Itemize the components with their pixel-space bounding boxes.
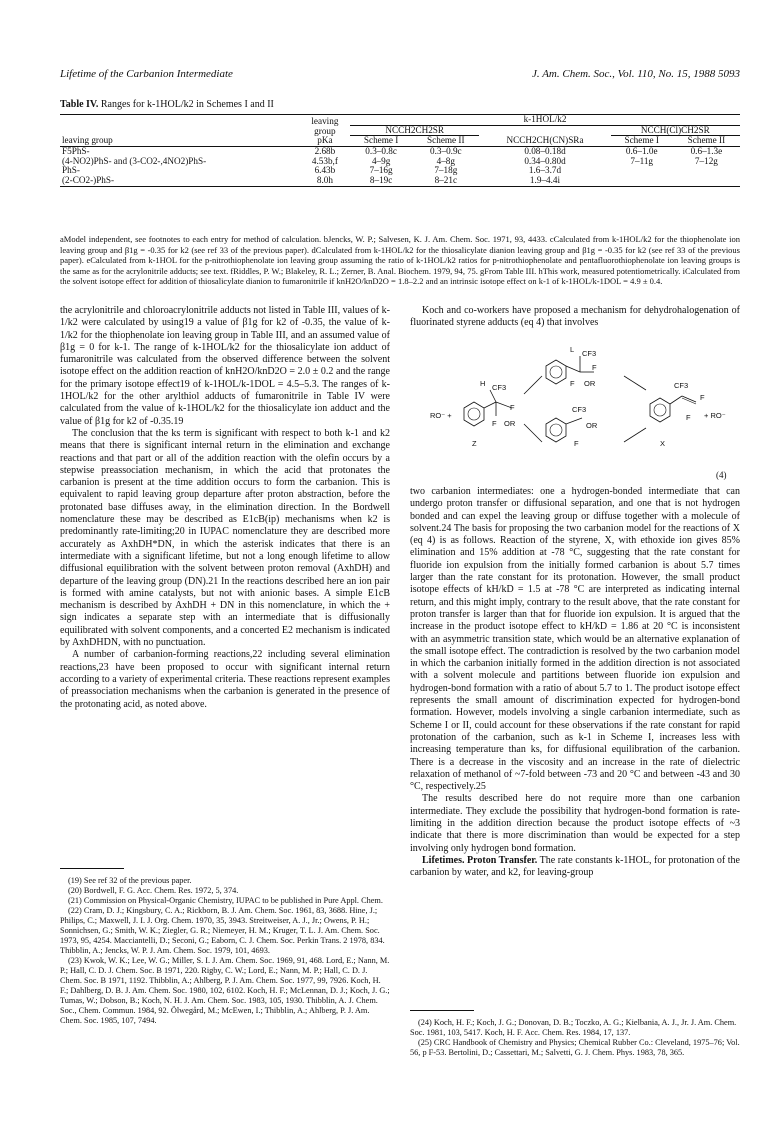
cell-value: 8–21c [434, 174, 458, 185]
journal-citation: J. Am. Chem. Soc., Vol. 110, No. 15, 1988 5093 [532, 68, 740, 80]
right-column-main [410, 486, 740, 880]
table-row [60, 166, 740, 176]
footnote-rule [60, 868, 124, 869]
arrow-right-top [624, 376, 646, 390]
cell-value: 1.6–3.7d [528, 165, 562, 176]
reference: (21) Commission on Physical-Organic Chemistry, IUPAC to be published in Pure Appl. Chem. [68, 896, 383, 905]
paragraph: the acrylonitrile and chloroacrylonitrile adducts not listed in Table III, values of k-1/k2 were calculated by using19 a value of β1g for k2 of -0.35, the value of k-1/k2 for the thiophenolate ion leaving group in Table III, and an assumed value of β1g = 0 for k-1. The range of k-1HOL/k2 for the thiosalicylate ion adduct of fumaronitrile was calculated from the observed difference between the solvent isotope effect on the addition reaction of knH2O/knD2O = 2.0 ± 0.2 and the range for the primary isotope effect19 of k-1HOL/k-1DOL = 4.5–5.3. The ranges of k-1HOL/k2 for the other arylthiol adducts of fumaronitrile in Table IV were calculated from the value of k-1HOL/k2 for the thiosalicylate ion adduct and the value of β1g for k2 of -0.35.19 [60, 305, 390, 427]
header-scheme-1b: Scheme I [624, 135, 659, 146]
table-row [60, 176, 740, 186]
label-f-x: F [700, 393, 705, 402]
header-group-2: NCCH(Cl)CH2SR [611, 125, 740, 136]
header-fumaronitrile: NCCH2CH(CN)SRa [506, 135, 584, 146]
cell-value: 8–19c [369, 174, 393, 185]
ranges-table [60, 114, 740, 187]
benzene-ring-x [650, 398, 670, 422]
cell-leaving-group: F5PhS- [62, 145, 90, 156]
benzene-ring-bottom [546, 418, 566, 442]
arrow-up [524, 376, 542, 394]
label-cf3-x: CF3 [674, 381, 689, 390]
table-caption [60, 99, 274, 110]
paragraph: Koch and co-workers have proposed a mechanism for dehydrohalogenation of fluorinated styrene adducts (eq 4) that involves [410, 305, 740, 329]
reference: (25) CRC Handbook of Chemistry and Physics; Chemical Rubber Co.: Cleveland, 1975–76; Vol. 56, p F-53. Bertolini, D.; Cassettari, M.; Salvetti, G. J. Chem. Phys. 1983, 78, 365. [410, 1038, 740, 1057]
benzene-ring-top [546, 360, 566, 384]
header-leaving-group: leaving group [62, 135, 113, 146]
label-cf3-top: CF3 [582, 349, 597, 358]
reference: (24) Koch, H. F.; Koch, J. G.; Donovan, D. B.; Toczko, A. G.; Kielbania, A. J., Jr. J. Am. Chem. Soc. 1981, 103, 5417. Koch, H. F. Acc. Chem. Res. 1984, 17, 137. [410, 1018, 737, 1037]
arrow-down [524, 424, 542, 442]
label-f-x-2: F [686, 413, 691, 422]
label-f: F [492, 419, 497, 428]
cell-value: 0.34–0.80d [524, 155, 566, 166]
cell-value: 0.6–1.0e [625, 145, 658, 156]
cell-value [611, 176, 673, 186]
section-heading-lifetimes: Lifetimes. Proton Transfer. [422, 854, 538, 866]
cell-pka: 4.53b,f [311, 155, 338, 166]
cell-value: 1.9–4.4i [529, 174, 561, 185]
header-group-1: NCCH2CH2SR [350, 125, 479, 136]
label-l: L [570, 346, 575, 354]
header-pka-line3: pKa [317, 135, 333, 146]
equation-number: (4) [716, 470, 727, 480]
header-scheme-1a: Scheme I [363, 135, 399, 146]
label-or: OR [504, 419, 516, 428]
label-h: H [480, 379, 486, 388]
cell-value: 0.08–0.18d [524, 145, 566, 156]
arrow-right-bottom [624, 428, 646, 442]
cell-value: 7–16g [369, 165, 393, 176]
benzene-ring-z [464, 402, 484, 426]
cell-value: 0.6–1.3e [690, 145, 723, 156]
footnote-rule-right [410, 1010, 474, 1011]
table-title: Ranges for k-1HOL/k2 in Schemes I and II [100, 99, 274, 110]
header-pka-line1: leaving [311, 116, 339, 126]
label-f-2: F [510, 403, 515, 412]
cell-value [673, 166, 740, 176]
cell-leaving-group: (2-CO2-)PhS- [62, 174, 115, 185]
table-row [60, 157, 740, 167]
references-left [60, 876, 390, 1026]
label-cf3-bottom: CF3 [572, 405, 587, 414]
cell-value [673, 176, 740, 186]
cell-pka: 2.68b [314, 145, 336, 156]
left-column [60, 305, 390, 711]
paragraph-lifetimes: The rate constants k-1HOL, for protonation of the carbanion by water, and k2, for leaving-group [410, 854, 740, 879]
reference: (23) Kwok, W. K.; Lee, W. G.; Miller, S. I. J. Am. Chem. Soc. 1969, 91, 468. Lord, E.; Nann, M. P.; Hall, C. D. J. Chem. Soc. B 1971, 220. Rigby, C. W.; Lord, E.; Nann, M. P.; Hall, C. D. J. Chem. Soc. B 1971, 1192. Thibblin, A.; Ahlberg, P. J. Am. Chem. Soc. 1977, 99, 7926. Koch, H. F.; Dahlberg, D. B. J. Am. Chem. Soc. 1980, 102, 6102. Koch, H. F.; McLennan, D. J.; Koch, J. G.; Tumas, W.; Dobson, B.; Koch, N. H. J. Am. Chem. Soc. 1983, 105, 1930. Thibblin, A. J. Chem. Soc., Chem. Commun. 1984, 92. Ölwegård, M.; McEwen, I.; Thibblin, A.; Ahlberg, P. J. Am. Chem. Soc. 1985, 107, 7494. [60, 956, 390, 1025]
right-column-top [410, 305, 740, 330]
references-right [410, 1018, 740, 1058]
equation-4-scheme [424, 346, 740, 454]
running-head [60, 68, 740, 80]
label-f-top: F [592, 363, 597, 372]
paragraph: The conclusion that the ks term is significant with respect to both k-1 and k2 means that there is significant internal return in the elimination and exchange reactions and that part or all of the addition reaction with the olefin occurs by a stepwise preassociation mechanism, in which the acid that protonates the carbanion is present at the time addition occurs to form the carbanion. This is equivalent to rapid leaving group departure after proton abstraction, before the protonated base diffuses away, in the elimination direction. In the Bordwell nomenclature these may be described as E1cB(ip) mechanisms when k2 is predominantly rate-limiting;20 in IUPAC nomenclature they are described more accurately as AxhDH*DN, in which the asterisk indicates that there is an intermediate with a significant lifetime, but not a long enough lifetime to allow diffusional equilibration with the solvent between proton removal (AxhDH) and departure of the leaving group (DN).21 In the reactions described here an ion pair is formed with amine catalysts, but not with anionic bases. A simple E1cB mechanism is described by AxhDH + DN in this nomenclature, in which the + sign indicates a separate step with an intermediate that is diffusionally equilibrated with solvent components, and a concerted E2 mechanism is indicated by AxhDHDN, with no punctuation. [60, 427, 390, 649]
label-cf3: CF3 [492, 383, 507, 392]
cell-pka: 6.43b [314, 165, 336, 176]
running-title: Lifetime of the Carbanion Intermediate [60, 68, 233, 80]
label-z: Z [472, 439, 477, 448]
table-label: Table IV. [60, 99, 99, 110]
cell-value: 0.3–0.8c [365, 145, 397, 156]
label-or-bottom: OR [586, 421, 598, 430]
paragraph: two carbanion intermediates: one a hydrogen-bonded intermediate that can undergo proton transfer or diffusional separation, and one that is not hydrogen bonded and can expel the leaving group or diffuse together with a molecule of solvent.24 The basis for proposing the two carbanion model for the reactions of X (eq 4) is as follows. Reaction of the styrene, X, with ethoxide ion gives 85% elimination and 15% addition at -78 °C, suggesting that the rate constant for fluoride ion expulsion from the initially formed carbanion is about 5.7 times larger than the rate constant for its protonation. However, the small product isotope effects of kH/kD = 1.5 at -78 °C are interpreted as indicating internal return, and this might imply, contrary to the result above, that the rate constant for proton transfer is larger than that for fluoride ion expulsion. It is argued that the increase in the product isotope effect to kH/kD = 1.86 at 20 °C is inconsistent with an asymmetric transition state, which would be an alternative explanation of the small isotope effect. The contradiction is resolved by the two carbanion model in which the carbanion initially formed in the addition direction is not associated with a solvent molecule and partitions between fluoride ion expulsion and hydrogen-bond formation with a ratio of about 5.7 to 1. The product isotope effect represents the small amount of discrimination expected for hydrogen-bond formation. However, models involving a single carbanion intermediate, such as Scheme I or II, could account for these observations if the rate constant for rapid protonation of the carbanion, such as k-1 in Scheme I, increases less with increasing temperature than ks, for diffusional equilibration of the carbanion. There is a decrease in the viscosity and an increase in the rate of dielectric relaxation of methanol of ~7-fold between -73 and 20 °C and between -43 and 30 °C, respectively.25 [410, 486, 740, 793]
header-scheme-2a: Scheme II [427, 135, 465, 146]
cell-pka: 8.0h [316, 174, 333, 185]
cell-value [611, 166, 673, 176]
label-or-top: OR [584, 379, 596, 388]
cell-value: 7–12g [694, 155, 718, 166]
cell-value: 7–11g [630, 155, 654, 166]
cell-value: 4–9g [371, 155, 391, 166]
cell-leaving-group: (4-NO2)PhS- and (3-CO2-,4NO2)PhS- [62, 155, 207, 166]
paragraph: A number of carbanion-forming reactions,22 including several elimination reactions,23 have been proposed to occur with significant internal return according to a variety of experimental criteria. These reactions represent examples of preassociation mechanisms when the carbanion is generated in the presence of the protonating acid, as noted above. [60, 649, 390, 710]
product-ro-label: + RO⁻ [704, 411, 726, 420]
table-footnotes: aModel independent, see footnotes to each entry for method of calculation. bJencks, W. P.; Salvesen, K. J. Am. Chem. Soc. 1971, 93, 4433. cCalculated from k-1HOL/k2 for the thiophenolate ion leaving group and β1g = -0.35 for k2 (see ref 33 of the previous paper). dCalculated from k-1HOL/k2 for the thiosalicylate dianion leaving group and β1g = -0.35 for k2 (see ref 33 of the previous paper). eCalculated from k-1HOL for the p-nitrothiophenolate ion leaving group assuming the ratio of k-1HOL/k2 ratios for p-nitrothiophenolate and pentafluorothiophenolate ion leaving groups is the same as for the acrylonitrile adducts; see text. fRiddles, P. W.; Blakeley, R. L.; Zerner, B. Anal. Biochem. 1979, 94, 75. gFrom Table III. hThis work, measured potentiometrically. iCalculated from the solvent isotope effect for addition of thiosalicylate dianion to fumaronitrile if knH2O/knD2O = 1.8–2.2 and an intrinsic isotope effect on k-1 of k-1HOL/k-1DOL = 4.9 ± 0.4. [60, 234, 740, 287]
label-f-top-2: F [570, 379, 575, 388]
header-ratio-span: k-1HOL/k2 [350, 115, 740, 126]
cell-value: 4–8g [436, 155, 455, 166]
label-f-bottom: F [574, 439, 579, 448]
reactant-ro-label: RO⁻ + [430, 411, 452, 420]
cell-value: 7–18g [434, 165, 458, 176]
header-pka [300, 115, 350, 147]
header-scheme-2b: Scheme II [687, 135, 726, 146]
reference: (20) Bordwell, F. G. Acc. Chem. Res. 1972, 5, 374. [68, 886, 239, 895]
cell-leaving-group: PhS- [62, 165, 80, 176]
reference: (19) See ref 32 of the previous paper. [68, 876, 192, 885]
paragraph: The results described here do not require more than one carbanion intermediate. They exclude the possibility that hydrogen-bond formation is rate-limiting in the addition direction because the product isotope effects of ~3 indicate that there is more discrimination than would be expected for a step involving only hydrogen bond formation. [410, 793, 740, 854]
cell-value: 0.3–0.9c [429, 145, 462, 156]
header-pka-line2: group [314, 125, 336, 136]
label-x: X [660, 439, 666, 448]
reference: (22) Cram, D. J.; Kingsbury, C. A.; Rickborn, B. J. Am. Chem. Soc. 1961, 83, 3688. Hine, J.; Philips, C.; Maxwell, J. I. J. Org. Chem. 1970, 35, 3943. Streitweiser, A. J., Jr.; Owens, P. H.; Sonnichsen, G.; Smith, W. K.; Ziegler, G. R.; Niemeyer, H. M.; Kruger, T. L. J. Am. Chem. Soc. 1973, 95, 4254. Macciantelli, D.; Seconi, G.; Eaborn, C. J. Chem. Soc. Perkin Trans. 2 1978, 834. Thibblin, A.; Jencks, W. P. J. Am. Chem. Soc. 1979, 101, 4693. [60, 906, 385, 955]
